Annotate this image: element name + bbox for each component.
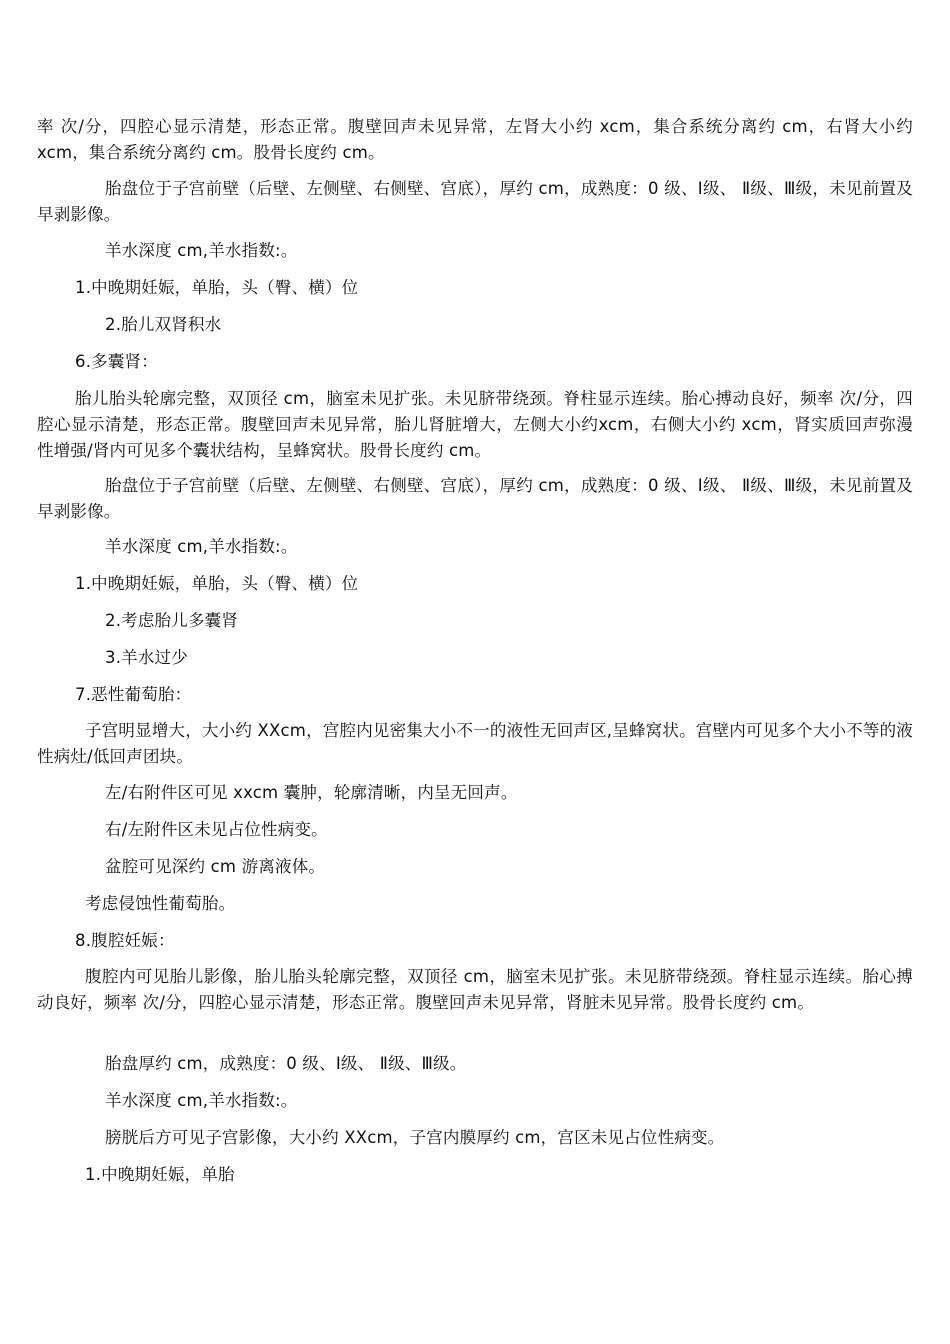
- paragraph-polycystic-findings: 胎儿胎头轮廓完整，双顶径 cm，脑室未见扩张。未见脐带绕颈。脊柱显示连续。胎心搏动良好，频率 次/分，四腔心显示清楚，形态正常。腹壁回声未见异常，胎儿肾脏增大，左侧大小约xcm，右侧大小约 xcm，肾实质回声弥漫性增强/肾内可见多个囊状结构，呈蜂窝状。股骨长度约 cm。: [37, 389, 913, 460]
- paragraph-uterus-behind-bladder: 膀胱后方可见子宫影像，大小约 XXcm，子宫内膜厚约 cm，宫区未见占位性病变。: [105, 1128, 725, 1147]
- diagnosis-item-1b: 1.中晚期妊娠，单胎，头（臀、横）位: [75, 574, 359, 593]
- paragraph-pelvic-fluid: 盆腔可见深约 cm 游离液体。: [105, 857, 326, 876]
- paragraph-mole-findings: 子宫明显增大，大小约 XXcm，宫腔内见密集大小不一的液性无回声区,呈蜂窝状。宫壁内可见多个大小不等的液性病灶/低回声团块。: [37, 721, 913, 766]
- paragraph-adnexa-left: 左/右附件区可见 xxcm 囊肿，轮廓清晰，内呈无回声。: [105, 783, 518, 802]
- paragraph-abdominal-findings: 腹腔内可见胎儿影像，胎儿胎头轮廓完整，双顶径 cm，脑室未见扩张。未见脐带绕颈。脊柱显示连续。胎心搏动良好，频率 次/分，四腔心显示清楚，形态正常。腹壁回声未见异常，肾脏未见异常。股骨长度约 cm。: [37, 967, 913, 1012]
- section-heading-polycystic-kidney: 6.多囊肾：: [75, 352, 158, 371]
- paragraph-mole-conclusion: 考虑侵蚀性葡萄胎。: [85, 894, 236, 913]
- paragraph-placenta-1: 胎盘位于子宫前壁（后壁、左侧壁、右侧壁、宫底），厚约 cm，成熟度：0 级、Ⅰ级、 Ⅱ级、Ⅲ级，未见前置及早剥影像。: [37, 179, 913, 224]
- diagnosis-item-1a: 1.中晚期妊娠，单胎，头（臀、横）位: [75, 278, 359, 297]
- paragraph-amniotic-2: 羊水深度 cm,羊水指数:。: [105, 537, 298, 556]
- paragraph-amniotic-1: 羊水深度 cm,羊水指数:。: [105, 241, 298, 260]
- paragraph-kidney-measurements: 率 次/分，四腔心显示清楚，形态正常。腹壁回声未见异常，左肾大小约 xcm，集合系统分离约 cm，右肾大小约 xcm，集合系统分离约 cm。股骨长度约 cm。: [37, 117, 913, 162]
- paragraph-adnexa-right: 右/左附件区未见占位性病变。: [105, 820, 328, 839]
- section-heading-hydatidiform-mole: 7.恶性葡萄胎：: [75, 685, 192, 704]
- paragraph-amniotic-3: 羊水深度 cm,羊水指数:。: [105, 1091, 298, 1110]
- paragraph-placenta-3: 胎盘厚约 cm，成熟度：0 级、Ⅰ级、 Ⅱ级、Ⅲ级。: [105, 1054, 467, 1073]
- diagnosis-item-1c: 1.中晚期妊娠，单胎: [85, 1165, 235, 1184]
- diagnosis-item-2b: 2.考虑胎儿多囊肾: [105, 611, 239, 630]
- diagnosis-item-2a: 2.胎儿双肾积水: [105, 315, 222, 334]
- paragraph-placenta-2: 胎盘位于子宫前壁（后壁、左侧壁、右侧壁、宫底），厚约 cm，成熟度：0 级、Ⅰ级、 Ⅱ级、Ⅲ级，未见前置及早剥影像。: [37, 476, 913, 521]
- section-heading-abdominal-pregnancy: 8.腹腔妊娠：: [75, 931, 175, 950]
- diagnosis-item-3b: 3.羊水过少: [105, 648, 188, 667]
